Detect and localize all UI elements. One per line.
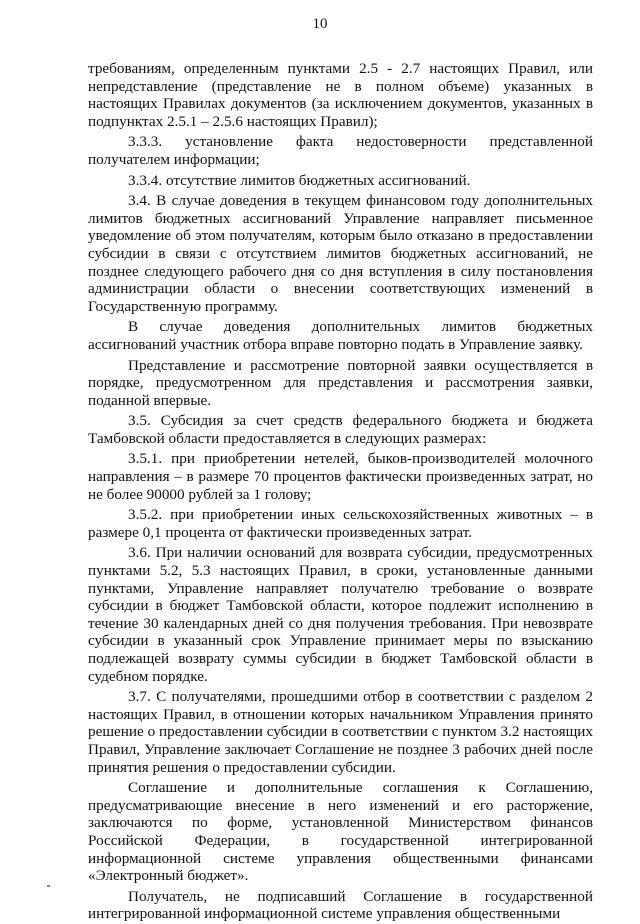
paragraph-3-3-2-continued: требованиям, определенным пунктами 2.5 - 2.7 настоящих Правил, или непредставление (представление не в полном объеме) указанных в настоящих Правилах документов (за исключением документов, указанных в подпунктах 2.5.1 – 2.5.6 настоящих Правил); xyxy=(88,60,593,130)
scan-mark xyxy=(47,885,50,887)
paragraph-repeat-application: Представление и рассмотрение повторной заявки осуществляется в порядке, предусмотренном для представления и рассмотрения заявки, поданной впервые. xyxy=(88,356,593,409)
paragraph-3-4: 3.4. В случае доведения в текущем финансовом году дополнительных лимитов бюджетных ассигнований Управление направляет письменное уведомление об этом получателям, которым было отказано в предоставлении субсидии в связи с отсутствием лимитов бюджетных ассигнований, не позднее следующего рабочего дня со дня вступления в силу постановления администрации области о внесении соответствующих изменений в Государственную программу. xyxy=(88,192,593,315)
paragraph-agreement-form: Соглашение и дополнительные соглашения к Соглашению, предусматривающие внесение в него изменений и его расторжение, заключаются по форме, установленной Министерством финансов Российской Федерации, в государственной интегрированной информационной системе управления общественными финансами «Электронный бюджет». xyxy=(88,779,593,885)
paragraph-3-3-3: 3.3.3. установление факта недостоверности представленной получателем информации; xyxy=(88,133,593,168)
paragraph-3-3-4: 3.3.4. отсутствие лимитов бюджетных ассигнований. xyxy=(128,171,471,189)
paragraph-3-7: 3.7. С получателями, прошедшими отбор в соответствии с разделом 2 настоящих Правил, в отношении которых начальником Управления принято решение о предоставлении субсидии в соответствии с пунктом 3.2 настоящих Правил, Управление заключает Соглашение не позднее 3 рабочих дней после принятия решения о предоставлении субсидии. xyxy=(88,688,593,776)
paragraph-3-5: 3.5. Субсидия за счет средств федерального бюджета и бюджета Тамбовской области предоставляется в следующих размерах: xyxy=(88,412,593,447)
page-number: 10 xyxy=(312,16,328,32)
document-body xyxy=(88,60,593,924)
paragraph-additional-limits: В случае доведения дополнительных лимитов бюджетных ассигнований участник отбора вправе повторно подать в Управление заявку. xyxy=(88,318,593,353)
paragraph-3-5-1: 3.5.1. при приобретении нетелей, быков-производителей молочного направления – в размере 70 процентов фактически произведенных затрат, но не более 90000 рублей за 1 голову; xyxy=(88,450,593,503)
paragraph-3-5-2: 3.5.2. при приобретении иных сельскохозяйственных животных – в размере 0,1 процента от фактически произведенных затрат. xyxy=(88,506,593,541)
paragraph-3-6: 3.6. При наличии оснований для возврата субсидии, предусмотренных пунктами 5.2, 5.3 настоящих Правил, в сроки, установленные данными пунктами, Управление направляет получателю требование о возврате субсидии в бюджет Тамбовской области, которое подлежит исполнению в течение 30 календарных дней со дня получения требования. При невозврате субсидии в указанный срок Управление принимает меры по взысканию подлежащей возврату суммы субсидии в бюджет Тамбовской области в судебном порядке. xyxy=(88,544,593,685)
paragraph-recipient-not-signed: Получатель, не подписавший Соглашение в государственной интегрированной информационной системе управления общественными xyxy=(88,887,593,923)
